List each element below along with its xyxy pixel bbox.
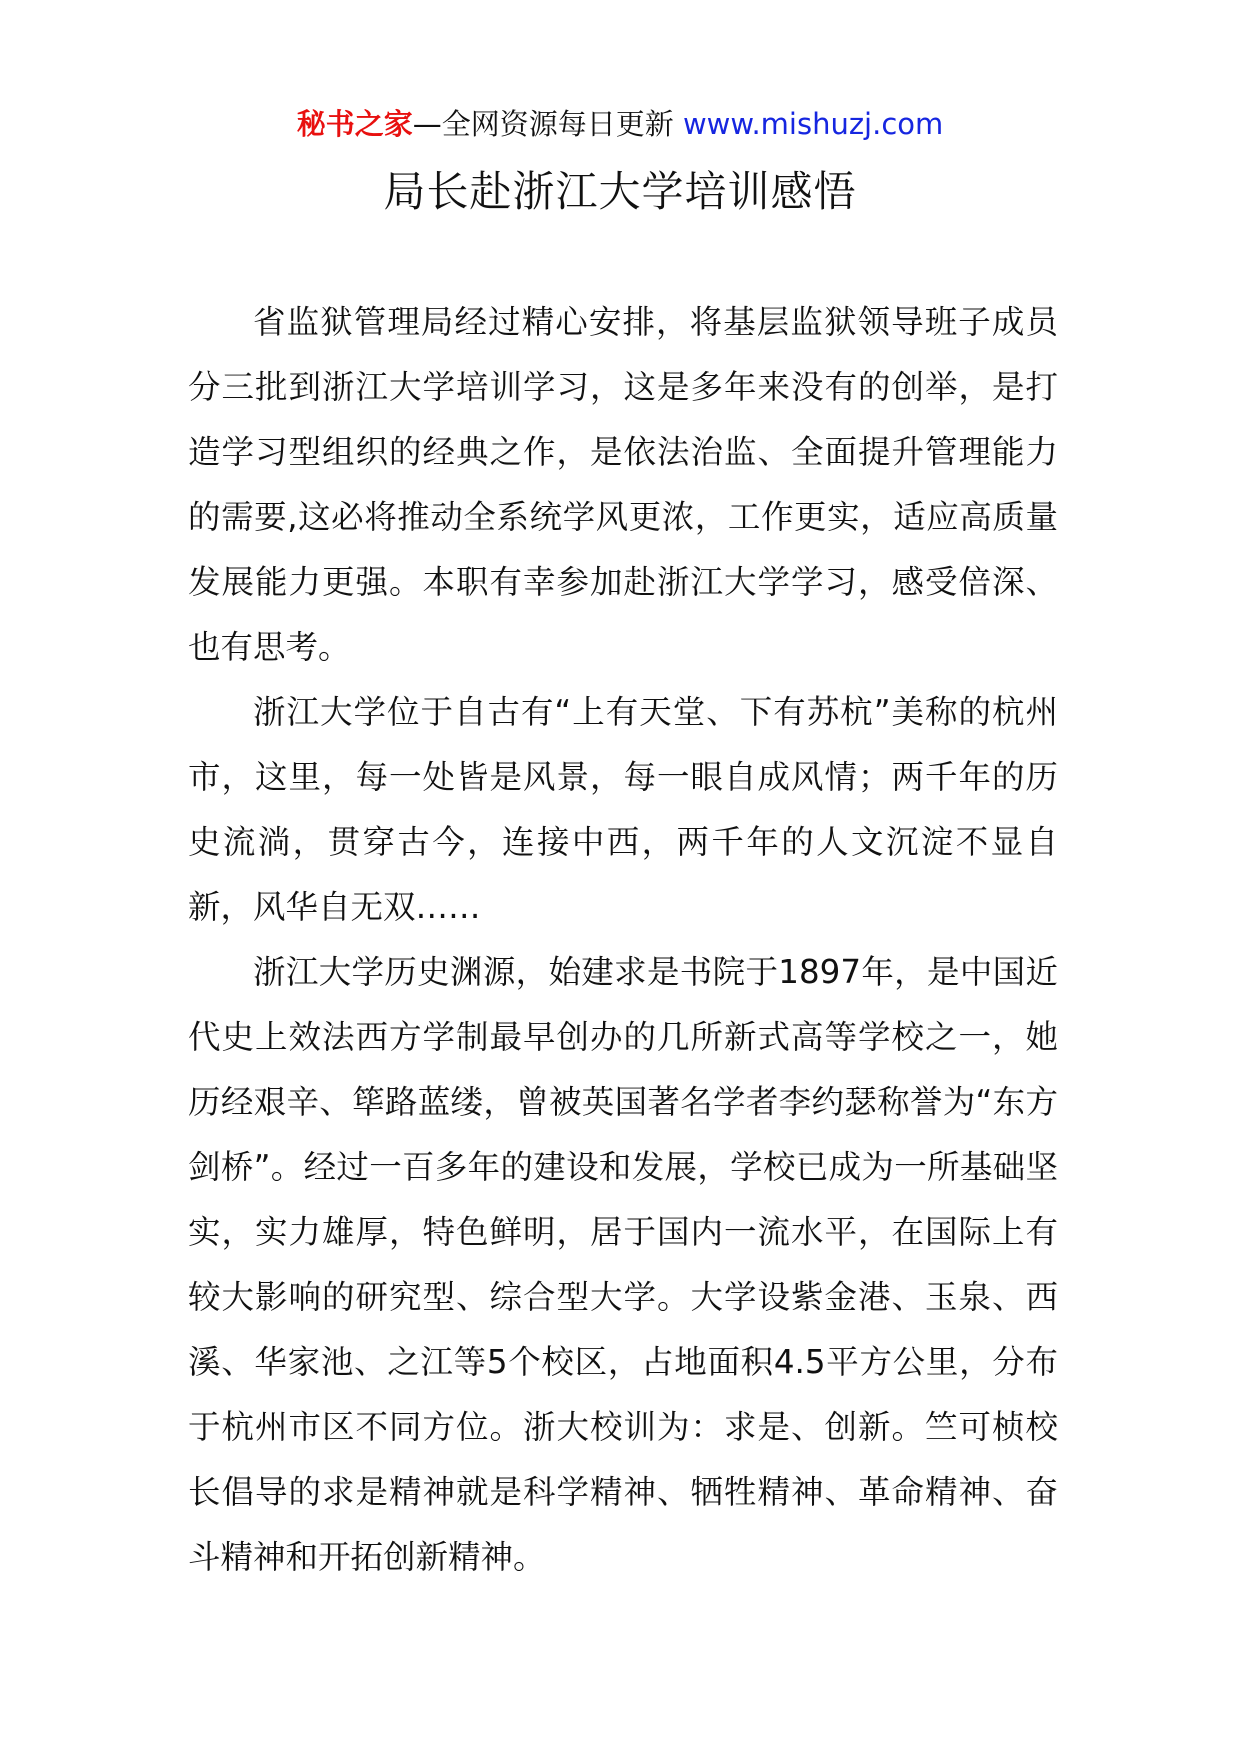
paragraph-university-history: 浙江大学历史渊源，始建求是书院于1897年，是中国近代史上效法西方学制最早创办的几所新式高等学校之一，她历经艰辛、筚路蓝缕，曾被英国著名学者李约瑟称誉为“东方剑桥”。经过一百多年的建设和发展，学校已成为一所基础坚实，实力雄厚，特色鲜明，居于国内一流水平，在国际上有较大影响的研究型、综合型大学。大学设紫金港、玉泉、西溪、华家池、之江等5个校区，占地面积4.5平方公里，分布于杭州市区不同方位。浙大校训为：求是、创新。竺可桢校长倡导的求是精神就是科学精神、牺牲精神、革命精神、奋斗精神和开拓创新精神。 [188, 953, 1058, 1576]
site-slogan: —全网资源每日更新 [412, 107, 674, 141]
document-title: 局长赴浙江大学培训感悟 [383, 167, 857, 216]
document-body [188, 290, 1058, 1590]
paragraph-intro: 省监狱管理局经过精心安排，将基层监狱领导班子成员分三批到浙江大学培训学习，这是多年来没有的创举，是打造学习型组织的经典之作，是依法治监、全面提升管理能力的需要,这必将推动全系统学风更浓，工作更实，适应高质量发展能力更强。本职有幸参加赴浙江大学学习，感受倍深、也有思考。 [188, 303, 1058, 666]
site-brand: 秘书之家 [296, 107, 413, 141]
site-header [0, 104, 1240, 144]
site-url-link[interactable]: www.mishuzj.com [682, 107, 944, 141]
paragraph-hangzhou: 浙江大学位于自古有“上有天堂、下有苏杭”美称的杭州市，这里，每一处皆是风景，每一眼自成风情；两千年的历史流淌，贯穿古今，连接中西，两千年的人文沉淀不显自新，风华自无双…… [188, 693, 1058, 926]
